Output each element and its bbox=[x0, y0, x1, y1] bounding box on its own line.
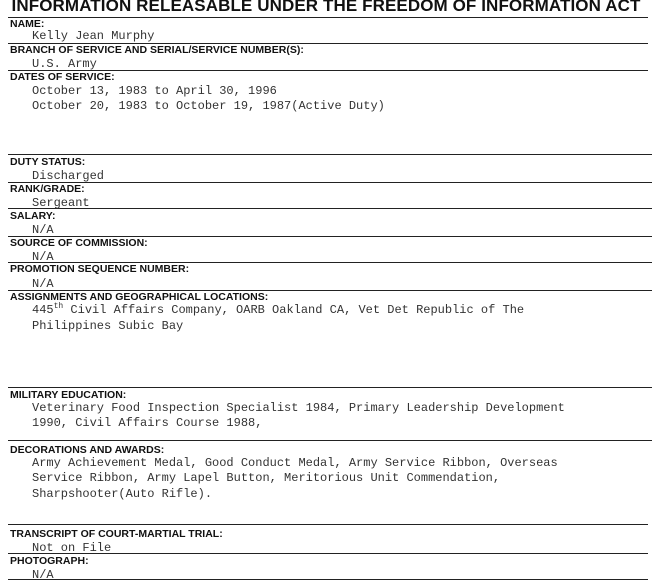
assignments-label: ASSIGNMENTS AND GEOGRAPHICAL LOCATIONS: bbox=[10, 291, 269, 303]
photograph-label: PHOTOGRAPH: bbox=[10, 555, 89, 567]
military-education-label: MILITARY EDUCATION: bbox=[10, 389, 127, 401]
assignments-ordinal-suffix: th bbox=[53, 302, 64, 311]
name-value: Kelly Jean Murphy bbox=[32, 29, 155, 43]
decorations-awards-line: Service Ribbon, Army Lapel Button, Meritorious Unit Commendation, bbox=[32, 471, 501, 485]
decorations-awards-line: Army Achievement Medal, Good Conduct Medal, Army Service Ribbon, Overseas bbox=[32, 456, 558, 470]
source-of-commission-value: N/A bbox=[32, 250, 54, 264]
branch-label: BRANCH OF SERVICE AND SERIAL/SERVICE NUMBER(S): bbox=[10, 44, 304, 56]
duty-status-label: DUTY STATUS: bbox=[10, 156, 86, 168]
source-of-commission-label: SOURCE OF COMMISSION: bbox=[10, 237, 148, 249]
assignments-line bbox=[32, 303, 524, 317]
branch-value: U.S. Army bbox=[32, 57, 97, 71]
dates-of-service-line: October 20, 1983 to October 19, 1987(Active Duty) bbox=[32, 99, 385, 113]
promotion-sequence-label: PROMOTION SEQUENCE NUMBER: bbox=[10, 263, 190, 275]
promotion-sequence-value: N/A bbox=[32, 277, 54, 291]
salary-value: N/A bbox=[32, 223, 54, 237]
court-martial-value: Not on File bbox=[32, 541, 112, 555]
decorations-awards-line: Sharpshooter(Auto Rifle). bbox=[32, 487, 213, 501]
rank-grade-value: Sergeant bbox=[32, 196, 90, 210]
dates-of-service-label: DATES OF SERVICE: bbox=[10, 71, 115, 83]
rule-court-martial-top bbox=[8, 524, 648, 525]
photograph-value: N/A bbox=[32, 568, 54, 582]
rule-name-top bbox=[8, 17, 648, 18]
duty-status-value: Discharged bbox=[32, 169, 105, 183]
name-label: NAME: bbox=[10, 18, 45, 30]
assignments-line-rest: Civil Affairs Company, OARB Oakland CA, Vet Det Republic of The bbox=[63, 303, 525, 317]
salary-label: SALARY: bbox=[10, 210, 56, 222]
rule-salary-top bbox=[8, 208, 652, 209]
document-title: INFORMATION RELEASABLE UNDER THE FREEDOM OF INFORMATION ACT bbox=[11, 0, 641, 15]
rule-duty-top bbox=[8, 154, 652, 155]
rank-grade-label: RANK/GRADE: bbox=[10, 183, 85, 195]
rule-rank-top bbox=[8, 182, 652, 183]
decorations-awards-label: DECORATIONS AND AWARDS: bbox=[10, 444, 165, 456]
assignments-unit-number: 445 bbox=[32, 303, 54, 317]
assignments-line: Philippines Subic Bay bbox=[32, 319, 184, 333]
military-education-line: Veterinary Food Inspection Specialist 1984, Primary Leadership Development bbox=[32, 401, 565, 415]
rule-decorations-top bbox=[8, 440, 652, 441]
dates-of-service-line: October 13, 1983 to April 30, 1996 bbox=[32, 84, 277, 98]
rule-bottom bbox=[8, 579, 648, 580]
military-education-line: 1990, Civil Affairs Course 1988, bbox=[32, 416, 263, 430]
court-martial-label: TRANSCRIPT OF COURT-MARTIAL TRIAL: bbox=[10, 528, 223, 540]
rule-education-top bbox=[8, 387, 652, 388]
